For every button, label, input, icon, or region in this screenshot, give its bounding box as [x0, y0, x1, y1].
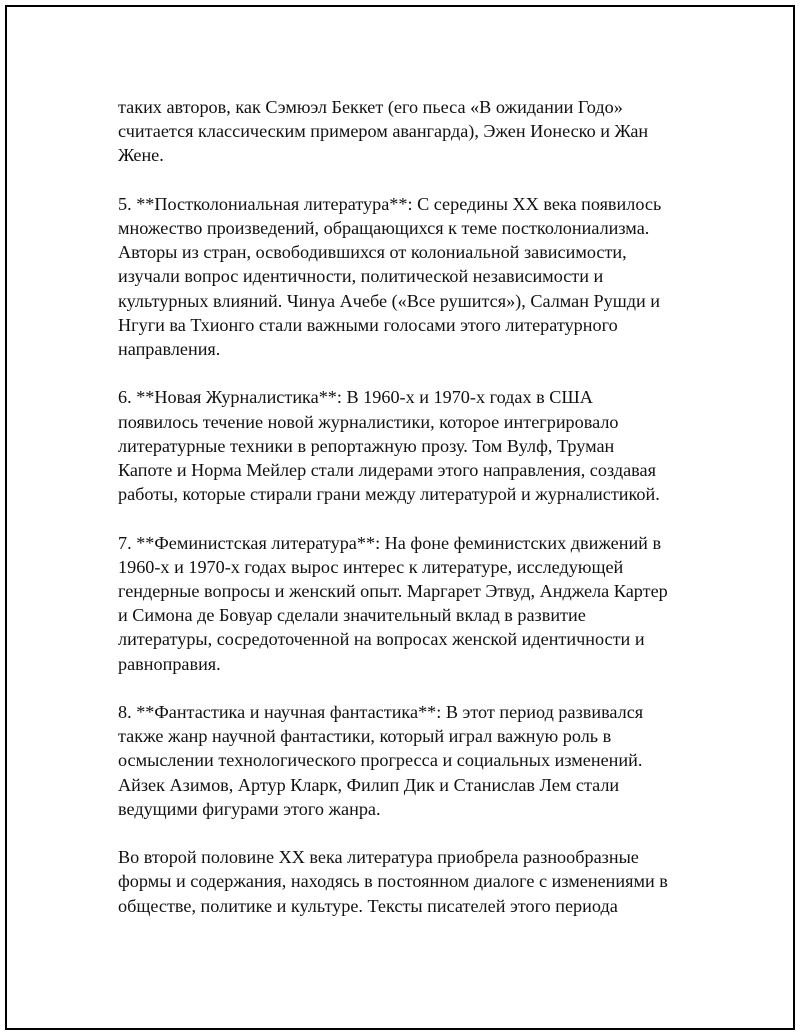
text-line: 7. **Феминистская литература**: На фоне феминистских движений в	[118, 532, 662, 553]
text-line: Жене.	[118, 145, 164, 166]
text-line: Во второй половине XX века литература приобрела разнообразные	[118, 847, 639, 868]
text-line: осмыслении технологического прогресса и социальных изменений.	[118, 750, 643, 771]
text-line: 5. **Постколониальная литература**: С середины XX века появилось	[118, 193, 662, 214]
text-line: литературы, сосредоточенной на вопросах женской идентичности и	[118, 629, 645, 650]
text-line: Айзек Азимов, Артур Кларк, Филип Дик и Станислав Лем стали	[118, 774, 620, 795]
text-line: литературные техники в репортажную прозу. Том Вулф, Труман	[118, 435, 615, 456]
text-line: таких авторов, как Сэмюэл Беккет (его пьеса «В ожидании Годо»	[118, 97, 623, 117]
text-line: 8. **Фантастика и научная фантастика**: В этот период развивался	[118, 702, 644, 723]
paragraph-science-fiction	[118, 700, 690, 821]
paragraph-conclusion	[118, 845, 690, 918]
text-line: культурных влияний. Чинуа Ачебе («Все рушится»), Салман Рушди и	[118, 290, 660, 311]
text-line: и Симона де Бовуар сделали значительный вклад в развитие	[118, 605, 586, 626]
text-line: множество произведений, обращающихся к теме постколониализма.	[118, 218, 650, 238]
text-line: также жанр научной фантастики, который играл важную роль в	[118, 726, 612, 747]
paragraph-new-journalism	[118, 385, 690, 506]
text-line: Нгуги ва Тхионго стали важными голосами этого литературного	[118, 314, 618, 335]
text-line: обществе, политике и культуре. Тексты писателей этого периода	[118, 895, 618, 916]
text-line: считается классическим примером авангарда), Эжен Ионеско и Жан	[118, 121, 649, 142]
text-line: Авторы из стран, освободившихся от колониальной зависимости,	[118, 242, 627, 263]
text-line: изучали вопрос идентичности, политической независимости и	[118, 266, 604, 287]
text-line: ведущими фигурами этого жанра.	[118, 798, 381, 819]
text-line: 6. **Новая Журналистика**: В 1960-х и 1970-х годах в США	[118, 387, 593, 408]
text-line: равноправия.	[118, 653, 221, 674]
paragraph-postcolonial	[118, 192, 690, 361]
paragraph-continuation	[118, 95, 690, 168]
text-line: направления.	[118, 339, 221, 360]
text-line: работы, которые стирали грани между литературой и журналистикой.	[118, 484, 660, 505]
paragraph-feminist	[118, 531, 690, 676]
document-body	[118, 95, 690, 918]
text-line: формы и содержания, находясь в постоянном диалоге с изменениями в	[118, 871, 668, 892]
text-line: появилось течение новой журналистики, которое интегрировало	[118, 411, 619, 432]
text-line: Капоте и Норма Мейлер стали лидерами этого направления, создавая	[118, 460, 656, 481]
text-line: гендерные вопросы и женский опыт. Маргарет Этвуд, Анджела Картер	[118, 581, 668, 602]
text-line: 1960-х и 1970-х годах вырос интерес к литературе, исследующей	[118, 556, 624, 577]
